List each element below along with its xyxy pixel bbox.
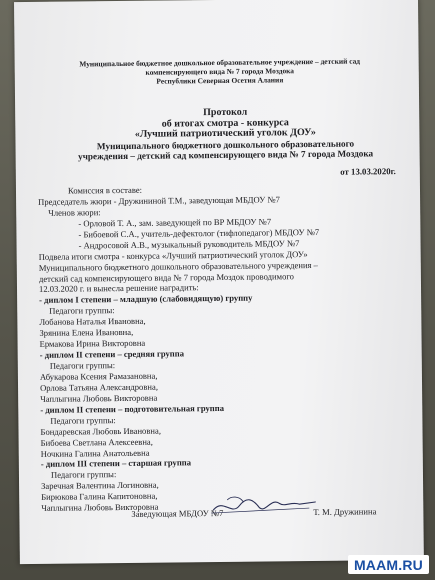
title-line: учреждения – детский сад компенсирующего вида № 7 города Моздока	[78, 148, 374, 162]
jury-member: - Бибоевой С.А., учитель-дефектолог (тифлопедагог) МБДОУ №7	[78, 226, 320, 240]
award-heading: - диплом II степени – подготовительная группа	[40, 402, 225, 415]
teacher-name: Заречная Валентина Логиновна,	[41, 479, 159, 492]
jury-members-label: Членов жюри:	[48, 207, 101, 218]
decision-text: Подвела итоги смотра - конкурса «Лучший патриотический уголок ДОУ»	[38, 248, 308, 262]
header-line: компенсирующего вида № 7 города Моздока	[145, 66, 295, 77]
document-content	[14, 0, 424, 564]
protocol-title	[55, 106, 396, 163]
jury-chair: Председатель жюри - Дружининой Т.М., заведующая МБДОУ №7	[38, 194, 280, 207]
maam-watermark-logo: MAAM.RU	[348, 555, 429, 574]
decision-text: 12.03.2020 г. и вынесла решение наградить:	[38, 282, 199, 295]
teachers-label: Педагоги группы:	[50, 469, 117, 481]
title-line: Протокол	[203, 106, 248, 119]
teacher-name: Чаплыгина Любовь Викторовна	[41, 501, 159, 514]
award-heading: - диплом I степени – младшую (слабовидящую) группу	[39, 293, 253, 306]
protocol-date: от 13.03.2020г.	[340, 166, 396, 177]
protocol-body	[38, 182, 411, 514]
handwritten-signature-icon	[209, 493, 319, 520]
teachers-label: Педагоги группы:	[49, 360, 116, 371]
jury-member: - Орловой Т. А., зам. заведующей по ВР МБДОУ №7	[78, 216, 272, 229]
award-heading: - диплом III степени – старшая группа	[40, 457, 192, 470]
title-line: «Лучший патриотический уголок ДОУ»	[134, 127, 316, 141]
teacher-name: Чаплыгина Любовь Викторовна	[40, 392, 158, 404]
signatory-name: Т. М. Дружинина	[313, 506, 377, 518]
header-line: Республики Северная Осетия Алания	[156, 75, 284, 87]
teacher-name: Зрянина Елена Ивановна,	[39, 327, 134, 339]
signatory-position: Заведующая МБДОУ №7	[131, 507, 224, 519]
decision-text: детский сад компенсирующего вида № 7 города Моздок проводимого	[38, 270, 294, 284]
decision-text: Муниципального бюджетного дошкольного образовательного учреждения –	[38, 259, 318, 273]
teachers-label: Педагоги группы:	[49, 305, 115, 317]
teacher-name: Бондаревская Любовь Ивановна,	[40, 425, 161, 437]
document-sheet	[14, 0, 424, 564]
jury-member: - Андросовой А.В., музыкальный руководитель МБДОУ №7	[78, 237, 300, 251]
title-line: об итогах смотра - конкурса	[161, 116, 289, 130]
teacher-name: Бирюкова Галина Капитоновна,	[41, 490, 158, 503]
title-line: Муниципального бюджетного дошкольного образовательного	[96, 138, 355, 152]
organization-header	[55, 56, 385, 87]
teacher-name: Бибоева Светлана Алексеевна,	[40, 436, 153, 448]
commission-label: Комиссия в составе:	[67, 184, 143, 196]
award-heading: - диплом II степени – средняя группа	[39, 348, 185, 360]
teacher-name: Ермакова Ирина Викторовна	[39, 337, 146, 349]
header-line: Муниципальное бюджетное дошкольное образовательное учреждение – детский сад	[79, 56, 361, 69]
teacher-name: Абукарова Ксения Рамазановна,	[39, 370, 158, 382]
signature-block	[131, 506, 421, 520]
teacher-name: Ночкина Галина Анатольевна	[40, 447, 150, 459]
teachers-label: Педагоги группы:	[50, 414, 116, 426]
teacher-name: Орлова Татьяна Александровна,	[39, 381, 158, 393]
teacher-name: Лобанова Наталья Ивановна,	[39, 316, 146, 328]
